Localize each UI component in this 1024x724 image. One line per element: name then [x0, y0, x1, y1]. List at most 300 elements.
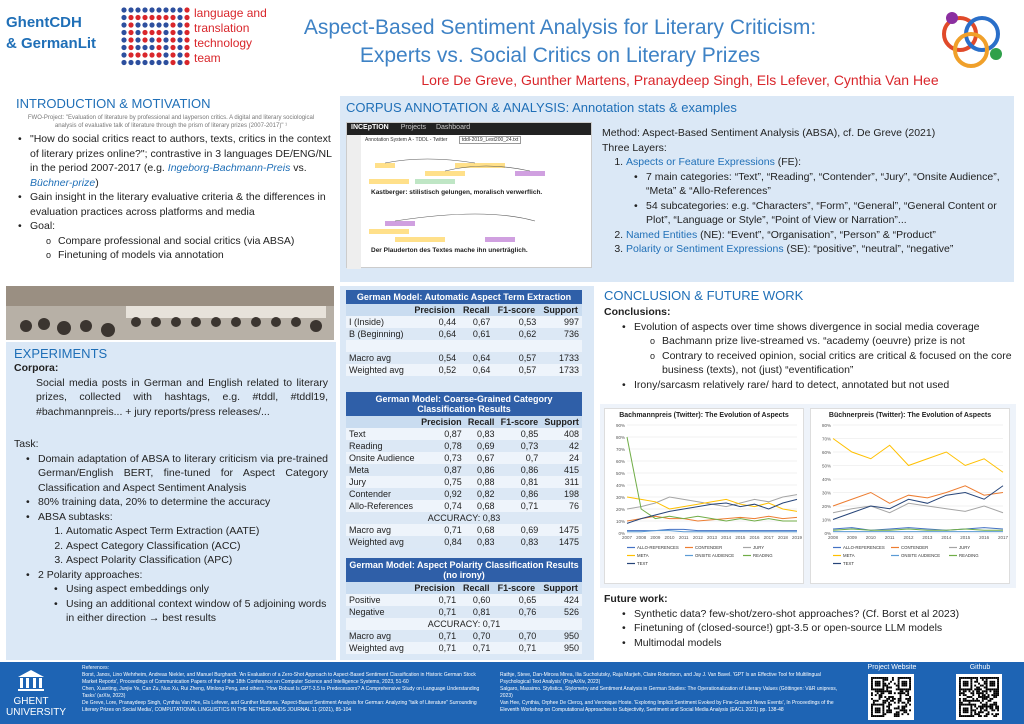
qr-module	[875, 715, 877, 717]
qr-module	[970, 715, 972, 717]
footer	[0, 662, 1024, 724]
qr-module	[873, 688, 875, 690]
qr-module	[888, 683, 890, 685]
qr-module	[959, 688, 961, 690]
qr-module	[882, 711, 884, 713]
table-row	[346, 440, 582, 452]
qr-module	[988, 711, 990, 713]
logo-dot	[121, 52, 126, 57]
qr-module	[970, 687, 972, 689]
table-cell: 0,68	[465, 500, 498, 512]
qr-module	[967, 683, 969, 685]
table-cell: 1733	[539, 364, 582, 376]
qr-module	[988, 706, 990, 708]
qr-module	[984, 709, 986, 711]
logo-text-line: language and	[194, 6, 267, 20]
annotated-sentence-1: Kastberger: stilistisch gelungen, moralisch verwerflich.	[371, 189, 543, 196]
qr-module	[905, 690, 907, 692]
logo-dot	[149, 7, 154, 12]
series-line	[833, 439, 1003, 473]
qr-module	[970, 711, 972, 713]
qr-module	[871, 711, 873, 713]
qr-module	[888, 687, 890, 689]
qr-module	[894, 692, 896, 694]
qr-module	[997, 677, 999, 679]
qr-module	[959, 692, 961, 694]
qr-module	[881, 690, 883, 692]
x-tick-label: 2016	[749, 535, 760, 540]
qr-module	[903, 709, 905, 711]
table-cell: 1475	[541, 524, 582, 536]
ghentcdh-logo-icon	[930, 4, 1022, 72]
qr-module	[982, 685, 984, 687]
qr-module	[877, 704, 879, 706]
table-cell: 76	[541, 500, 582, 512]
qr-module	[900, 709, 902, 711]
qr-module	[986, 696, 988, 698]
qr-module	[995, 677, 997, 679]
buechner-link[interactable]: Büchner-prize	[30, 176, 96, 189]
table-header-cell: Support	[539, 582, 582, 594]
qr-module	[967, 700, 969, 702]
conclusion-list	[598, 320, 1018, 393]
lt3-logo-icon	[120, 6, 190, 68]
qr-module	[884, 696, 886, 698]
table-cell: 0,74	[418, 500, 465, 512]
qr-module	[898, 685, 900, 687]
qr-module	[986, 709, 988, 711]
qr-module	[963, 692, 965, 694]
logo-dot	[121, 37, 126, 42]
legend-label: READING	[753, 553, 773, 558]
qr-module	[967, 711, 969, 713]
qr-module	[959, 694, 961, 696]
qr-module	[886, 677, 888, 679]
table-cell: 0,87	[418, 464, 465, 476]
table-cell: 0,62	[493, 328, 539, 340]
qr-module	[909, 683, 911, 685]
logo-text-line: technology	[194, 36, 253, 50]
table-header-cell	[346, 582, 410, 594]
dashboard-menu: Dashboard	[435, 124, 471, 131]
qr-module	[888, 707, 890, 709]
qr-module	[886, 706, 888, 708]
qr-module	[970, 677, 972, 679]
logo-dot	[135, 7, 140, 12]
x-tick-label: 2019	[791, 535, 803, 540]
qr-module	[959, 698, 961, 700]
qr-module	[877, 685, 879, 687]
table-aate-grid	[346, 304, 582, 376]
goal-list	[30, 234, 332, 263]
qr-module	[879, 688, 881, 690]
qr-module	[989, 688, 991, 690]
y-tick-label: 60%	[615, 459, 625, 464]
legend-label: JURY	[959, 545, 971, 550]
y-tick-label: 0%	[824, 531, 831, 536]
qr-module	[993, 681, 995, 683]
qr-module	[901, 688, 903, 690]
y-tick-label: 20%	[821, 504, 831, 509]
qr-module	[875, 694, 877, 696]
qr-module	[896, 688, 898, 690]
table-cell: 1475	[541, 536, 582, 548]
logo-dot	[135, 15, 140, 20]
table-cell	[539, 340, 582, 352]
title-line-1: Aspect-Based Sentiment Analysis for Literary Criticism:	[303, 16, 817, 39]
qr-module	[905, 698, 907, 700]
logo-dot	[128, 7, 133, 12]
qr-module	[875, 681, 877, 683]
logo-dot	[156, 7, 161, 12]
qr-module	[995, 696, 997, 698]
x-tick-label: 2007	[621, 535, 633, 540]
task-list	[14, 452, 328, 626]
accuracy-cell: ACCURACY: 0,71	[346, 618, 582, 630]
qr-module	[963, 709, 965, 711]
qr-module	[898, 681, 900, 683]
qr-module	[892, 698, 894, 700]
chart-buechner-plot	[811, 419, 1009, 579]
qr-module	[907, 694, 909, 696]
table-cell: 997	[539, 316, 582, 328]
qr-module	[974, 681, 976, 683]
qr-module	[875, 688, 877, 690]
qr-module	[988, 700, 990, 702]
qr-module	[875, 704, 877, 706]
logo-dot	[184, 37, 189, 42]
table-cell: Weighted avg	[346, 536, 418, 548]
qr-module	[877, 683, 879, 685]
table-row	[346, 606, 582, 618]
qr-module	[965, 700, 967, 702]
table-cell: Allo-References	[346, 500, 418, 512]
layers-list	[602, 155, 1008, 257]
qr-module	[905, 711, 907, 713]
qr-module	[959, 700, 961, 702]
qr-module	[871, 698, 873, 700]
qr-module	[967, 688, 969, 690]
qr-module	[873, 702, 875, 704]
qr-module	[963, 683, 965, 685]
qr-module	[976, 700, 978, 702]
qr-module	[959, 679, 961, 681]
qr-module	[905, 685, 907, 687]
qr-module	[995, 688, 997, 690]
qr-module	[959, 681, 961, 683]
corpora-label: Corpora:	[14, 362, 59, 374]
qr-module	[879, 704, 881, 706]
qr-module	[900, 700, 902, 702]
logo-dot	[135, 45, 140, 50]
qr-module	[993, 690, 995, 692]
qr-module	[991, 681, 993, 683]
qr-module	[907, 698, 909, 700]
qr-module	[986, 715, 988, 717]
logo-dot	[156, 30, 161, 35]
table-cell: 1733	[539, 352, 582, 364]
table-apc-caption: German Model: Aspect Polarity Classification Results (no irony)	[346, 558, 582, 582]
qr-module	[995, 702, 997, 704]
qr-module	[875, 685, 877, 687]
qr-module	[970, 704, 972, 706]
logo-dot	[177, 30, 182, 35]
logo-dot	[149, 22, 154, 27]
qr-project-icon[interactable]	[868, 674, 914, 720]
qr-module	[882, 709, 884, 711]
y-tick-label: 90%	[615, 423, 625, 428]
table-row	[346, 524, 582, 536]
polarity-list	[38, 582, 328, 626]
qr-module	[881, 694, 883, 696]
qr-module	[989, 698, 991, 700]
table-cell: 0,71	[410, 594, 459, 606]
qr-module	[907, 688, 909, 690]
logo-dot	[149, 15, 154, 20]
table-cell: Macro avg	[346, 630, 410, 642]
qr-module	[888, 690, 890, 692]
table-header-cell: Recall	[459, 582, 493, 594]
qr-module	[882, 685, 884, 687]
qr-module	[997, 709, 999, 711]
inception-sidebar	[347, 135, 361, 269]
qr-module	[871, 685, 873, 687]
qr-module	[993, 704, 995, 706]
qr-module	[900, 688, 902, 690]
layer-3-rest: (SE): “positive”, “neutral”, “negative”	[783, 243, 954, 255]
university-line-1: GHENT	[13, 696, 49, 707]
qr-module	[881, 715, 883, 717]
qr-module	[993, 702, 995, 704]
qr-module	[875, 683, 877, 685]
qr-module	[989, 681, 991, 683]
qr-module	[988, 694, 990, 696]
qr-module	[959, 713, 961, 715]
y-tick-label: 50%	[615, 471, 625, 476]
qr-module	[879, 715, 881, 717]
logo-dot	[177, 7, 182, 12]
table-header-cell: Precision	[410, 582, 459, 594]
qr-github-icon[interactable]	[956, 674, 1002, 720]
table-cell: Jury	[346, 476, 418, 488]
qr-module	[898, 715, 900, 717]
qr-project-label: Project Website	[867, 664, 917, 671]
qr-module	[993, 688, 995, 690]
logo-dot	[184, 15, 189, 20]
table-row	[346, 352, 582, 364]
qr-module	[986, 687, 988, 689]
qr-module	[967, 709, 969, 711]
legend-label: CONTENDER	[695, 545, 723, 550]
legend-label: TEXT	[843, 561, 854, 566]
qr-module	[900, 698, 902, 700]
logo-dot	[184, 22, 189, 27]
x-tick-label: 2010	[865, 535, 876, 540]
logo-dot	[163, 22, 168, 27]
conclusion-1-text: Evolution of aspects over time shows divergence in social media coverage	[634, 320, 980, 333]
qr-module	[972, 700, 974, 702]
qr-module	[871, 715, 873, 717]
qr-module	[982, 679, 984, 681]
qr-module	[984, 694, 986, 696]
qr-module	[901, 706, 903, 708]
qr-module	[959, 704, 961, 706]
logo-dot	[121, 45, 126, 50]
logo-dot	[184, 52, 189, 57]
qr-module	[961, 702, 963, 704]
qr-module	[959, 707, 961, 709]
qr-module	[884, 679, 886, 681]
qr-module	[967, 696, 969, 698]
table-cell: Onsite Audience	[346, 452, 418, 464]
qr-module	[965, 694, 967, 696]
table-cell: 0,82	[465, 488, 498, 500]
table-cell: 0,76	[493, 606, 539, 618]
logo-dot	[142, 30, 147, 35]
table-cell: 950	[539, 630, 582, 642]
lt3-logo-text	[194, 6, 267, 66]
logo-dot	[156, 60, 161, 65]
bachmann-link[interactable]: Ingeborg-Bachmann-Preis	[167, 162, 291, 174]
series-line	[833, 529, 1003, 530]
table-header-cell: Precision	[418, 416, 465, 428]
table-cell: 0,60	[459, 594, 493, 606]
qr-module	[892, 696, 894, 698]
logo-dot	[156, 22, 161, 27]
qr-module	[991, 707, 993, 709]
future-block	[604, 592, 1014, 650]
reference-item: Salgaro, Massimo. Stylistics, Stylometry and Sentiment Analysis in German Studies: The Operationalization of Literary Values (Göttingen: V&R unipress, 2023)	[500, 686, 838, 699]
table-cell: 0,73	[418, 452, 465, 464]
table-header-cell: F1-score	[493, 304, 539, 316]
qr-module	[959, 711, 961, 713]
qr-module	[965, 704, 967, 706]
qr-module	[986, 679, 988, 681]
qr-module	[907, 692, 909, 694]
logo-dot	[156, 52, 161, 57]
qr-module	[907, 702, 909, 704]
qr-module	[978, 688, 980, 690]
layer-3-name: Polarity or Sentiment Expressions	[626, 243, 784, 255]
qr-module	[894, 707, 896, 709]
logo-text-line: team	[194, 51, 221, 65]
logo-dot	[170, 60, 175, 65]
qr-module	[982, 696, 984, 698]
qr-module	[888, 698, 890, 700]
y-tick-label: 80%	[821, 423, 831, 428]
qr-module	[882, 706, 884, 708]
intro-section	[6, 96, 336, 292]
logo-dot	[121, 60, 126, 65]
x-tick-label: 2013	[922, 535, 933, 540]
table-header-row	[346, 416, 582, 428]
qr-module	[963, 677, 965, 679]
qr-module	[903, 702, 905, 704]
table-cell: 0,71	[418, 524, 465, 536]
qr-module	[907, 677, 909, 679]
table-cell: 0,75	[418, 476, 465, 488]
table-header-cell: Precision	[410, 304, 459, 316]
goal-label: Goal:	[30, 220, 56, 232]
qr-module	[879, 690, 881, 692]
qr-module	[882, 715, 884, 717]
logo-dot	[128, 30, 133, 35]
table-cell: 0,71	[410, 630, 459, 642]
task-2: • 80% training data, 20% to determine the accuracy	[24, 495, 328, 510]
qr-module	[978, 711, 980, 713]
table-cell: 0,53	[493, 316, 539, 328]
org-line-1: GhentCDH	[6, 14, 82, 31]
qr-module	[901, 677, 903, 679]
qr-module	[984, 690, 986, 692]
qr-module	[898, 687, 900, 689]
references-label: References:	[82, 665, 109, 671]
qr-module	[976, 692, 978, 694]
qr-module	[995, 692, 997, 694]
qr-module	[900, 690, 902, 692]
qr-module	[898, 702, 900, 704]
qr-module	[894, 702, 896, 704]
qr-module	[882, 681, 884, 683]
qr-module	[892, 679, 894, 681]
qr-module	[988, 677, 990, 679]
qr-module	[991, 685, 993, 687]
qr-module	[907, 713, 909, 715]
qr-module	[884, 690, 886, 692]
qr-module	[978, 700, 980, 702]
logo-dot	[177, 22, 182, 27]
table-cell: 198	[541, 488, 582, 500]
table-cell: B (Beginning)	[346, 328, 410, 340]
logo-dot	[128, 22, 133, 27]
qr-module	[884, 685, 886, 687]
table-cell: 0,78	[418, 440, 465, 452]
tables-section	[340, 286, 594, 660]
qr-module	[969, 696, 971, 698]
logo-dot	[121, 30, 126, 35]
table-cell: 424	[539, 594, 582, 606]
qr-module	[982, 706, 984, 708]
qr-module	[969, 715, 971, 717]
qr-module	[881, 677, 883, 679]
qr-module	[900, 696, 902, 698]
qr-module	[989, 700, 991, 702]
qr-module	[970, 688, 972, 690]
qr-module	[882, 683, 884, 685]
qr-module	[909, 681, 911, 683]
qr-module	[986, 683, 988, 685]
table-row	[346, 340, 582, 352]
logo-dot	[128, 37, 133, 42]
qr-module	[886, 679, 888, 681]
qr-module	[898, 683, 900, 685]
qr-module	[982, 698, 984, 700]
y-tick-label: 70%	[615, 447, 625, 452]
logo-dot	[135, 30, 140, 35]
qr-module	[974, 688, 976, 690]
qr-module	[965, 690, 967, 692]
qr-module	[967, 681, 969, 683]
conclusion-section	[598, 286, 1018, 660]
qr-module	[873, 677, 875, 679]
qr-module	[873, 715, 875, 717]
qr-module	[886, 698, 888, 700]
logo-dot	[163, 15, 168, 20]
y-tick-label: 0%	[618, 531, 625, 536]
qr-module	[972, 709, 974, 711]
series-line	[627, 437, 797, 521]
qr-module	[986, 702, 988, 704]
